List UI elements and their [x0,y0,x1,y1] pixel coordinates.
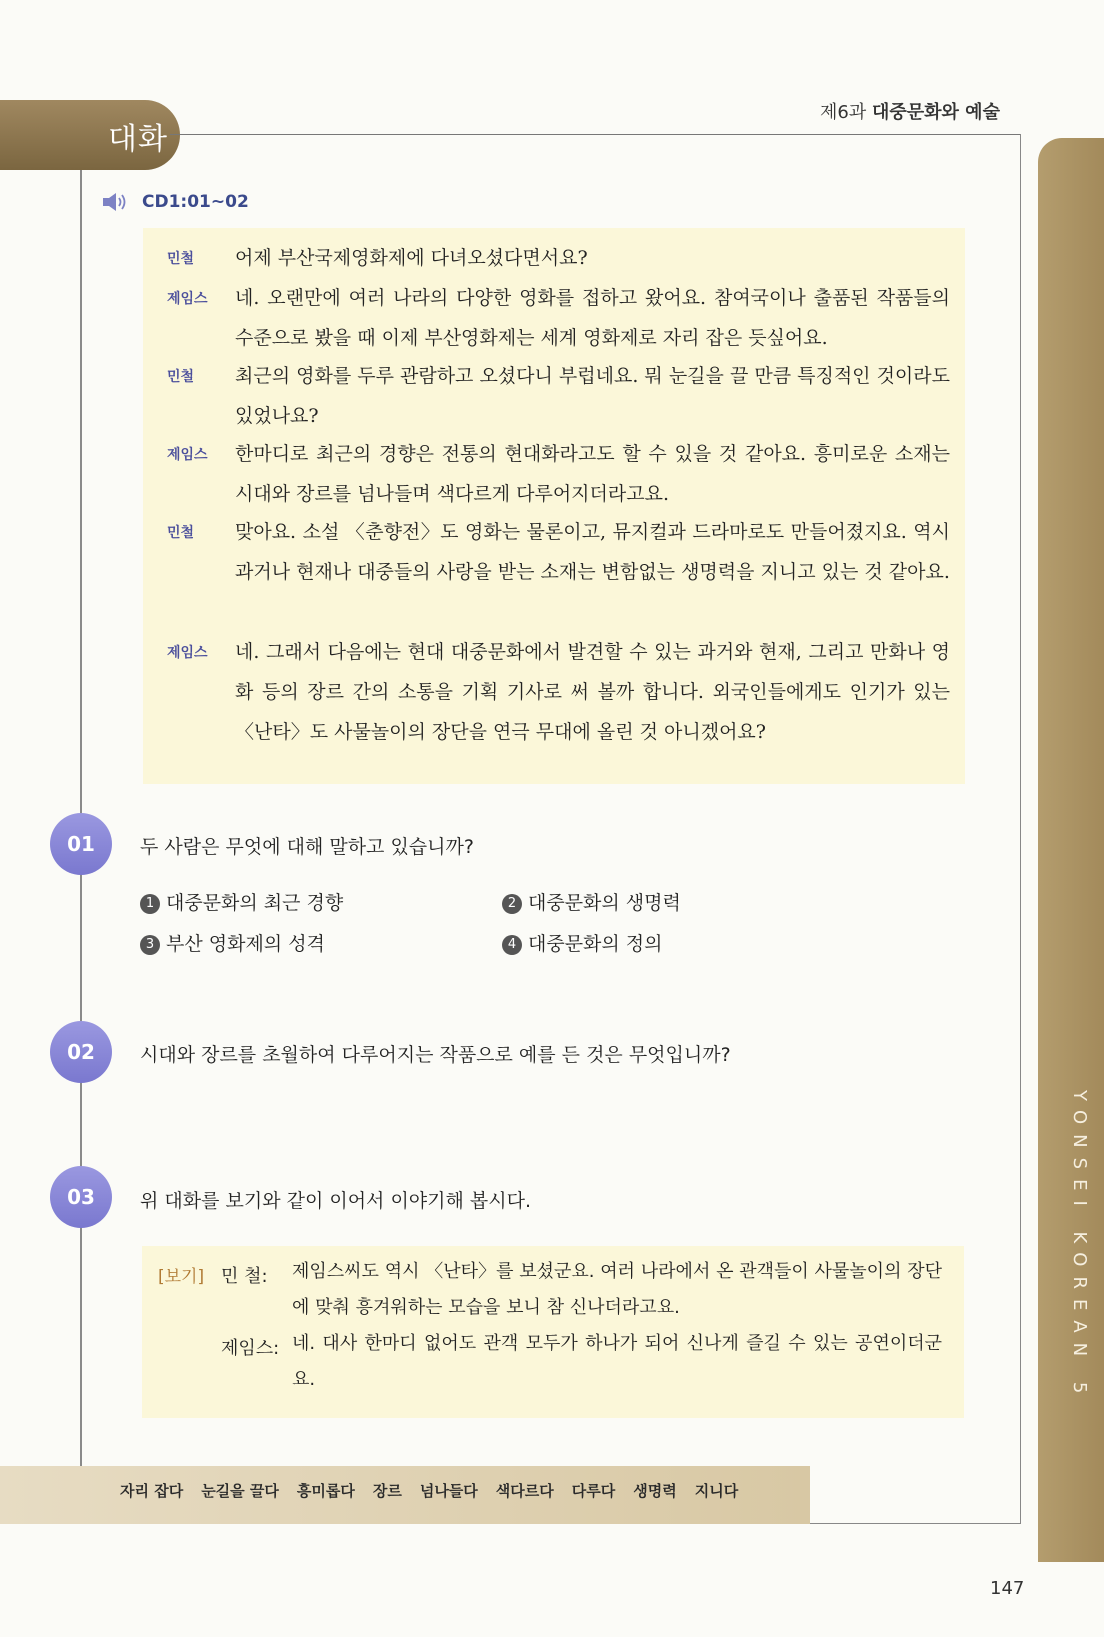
choice-2[interactable] [502,888,681,915]
question-text: 위 대화를 보기와 같이 이어서 이야기해 봅시다. [140,1190,532,1212]
vocabulary-item: 넘나들다 [419,1482,478,1500]
vocabulary-item: 다루다 [571,1482,616,1500]
header-rule [170,134,1020,135]
dialogue-speaker: 민철 [167,525,195,541]
dialogue-text: 최근의 영화를 두루 관람하고 오셨다니 부럽네요. 뭐 눈길을 끌 만큼 특징적인 것이라도 있었나요? [235,365,950,427]
question-text: 시대와 장르를 초월하여 다루어지는 작품으로 예를 든 것은 무엇입니까? [140,1044,731,1066]
dialogue-speaker: 제임스 [167,447,208,463]
cd-track-label[interactable]: CD1:01~02 [142,192,249,212]
choice-4[interactable] [502,929,663,956]
page-number: 147 [990,1578,1025,1599]
example-tag: [보기] [158,1267,205,1287]
choice-text: 대중문화의 생명력 [528,892,681,914]
question-text: 두 사람은 무엇에 대해 말하고 있습니까? [140,836,474,858]
example-speaker: 민 철: [221,1266,268,1287]
chapter-title [820,98,1000,124]
choice-number-icon: 2 [502,894,522,914]
dialogue-speaker: 민철 [167,369,195,385]
dialogue-speaker: 민철 [167,251,195,267]
choice-text: 대중문화의 최근 경향 [166,892,344,914]
lesson-title: 대중문화와 예술 [871,102,1000,123]
vocabulary-item: 자리 잡다 [120,1482,184,1500]
dialogue-text: 어제 부산국제영화제에 다녀오셨다면서요? [235,247,588,269]
dialogue-text: 네. 오랜만에 여러 나라의 다양한 영화를 접하고 왔어요. 참여국이나 출품된 작품들의 수준으로 봤을 때 이제 부산영화제는 세계 영화제로 자리 잡은 듯싶어요. [235,287,950,349]
vocabulary-list [120,1480,738,1501]
dialogue-text: 네. 그래서 다음에는 현대 대중문화에서 발견할 수 있는 과거와 현재, 그리고 만화나 영화 등의 장르 간의 소통을 기획 기사로 써 볼까 합니다. 외국인들에게도 인기가 있는 〈난타〉도 사물놀이의 장단을 연극 무대에 올린 것 아니겠어요? [235,641,950,743]
vocabulary-item: 장르 [372,1482,402,1500]
side-band-text: YONSEI KOREAN 5 [1069,1090,1090,1404]
choice-number-icon: 1 [140,894,160,914]
choice-3[interactable] [140,929,325,956]
question-number-badge: 01 [50,813,112,875]
dialogue-speaker: 제임스 [167,291,208,307]
vocabulary-item: 지니다 [694,1482,739,1500]
vocabulary-item: 색다르다 [495,1482,554,1500]
speaker-icon[interactable] [103,193,127,211]
question-number-badge: 03 [50,1166,112,1228]
section-tab-label: 대화 [108,122,168,157]
example-speaker: 제임스: [221,1338,280,1359]
section-tab [0,100,180,170]
choice-number-icon: 3 [140,935,160,955]
example-text: 네. 대사 한마디 없어도 관객 모두가 하나가 되어 신나게 즐길 수 있는 공연이더군요. [292,1333,942,1390]
frame-right-rule [1020,134,1021,1524]
question-number-badge: 02 [50,1021,112,1083]
lesson-label: 제6과 [820,102,867,123]
vocabulary-item: 생명력 [633,1482,677,1500]
vocabulary-item: 흥미롭다 [296,1482,355,1500]
dialogue-box [143,228,965,784]
vocabulary-item: 눈길을 끌다 [201,1482,279,1500]
choice-1[interactable] [140,888,343,915]
choice-text: 부산 영화제의 성격 [166,933,325,955]
dialogue-text: 맞아요. 소설 〈춘향전〉도 영화는 물론이고, 뮤지컬과 드라마로도 만들어졌지요. 역시 과거나 현재나 대중들의 사랑을 받는 소재는 변함없는 생명력을 지니고 있는 것 같아요. [235,521,950,583]
dialogue-text: 한마디로 최근의 경향은 전통의 현대화라고도 할 수 있을 것 같아요. 흥미로운 소재는 시대와 장르를 넘나들며 색다르게 다루어지더라고요. [235,443,950,505]
choice-number-icon: 4 [502,935,522,955]
example-text: 제임스씨도 역시 〈난타〉를 보셨군요. 여러 나라에서 온 관객들이 사물놀이의 장단에 맞춰 흥겨워하는 모습을 보니 참 신나더라고요. [292,1261,942,1318]
choice-text: 대중문화의 정의 [528,933,663,955]
dialogue-speaker: 제임스 [167,645,208,661]
